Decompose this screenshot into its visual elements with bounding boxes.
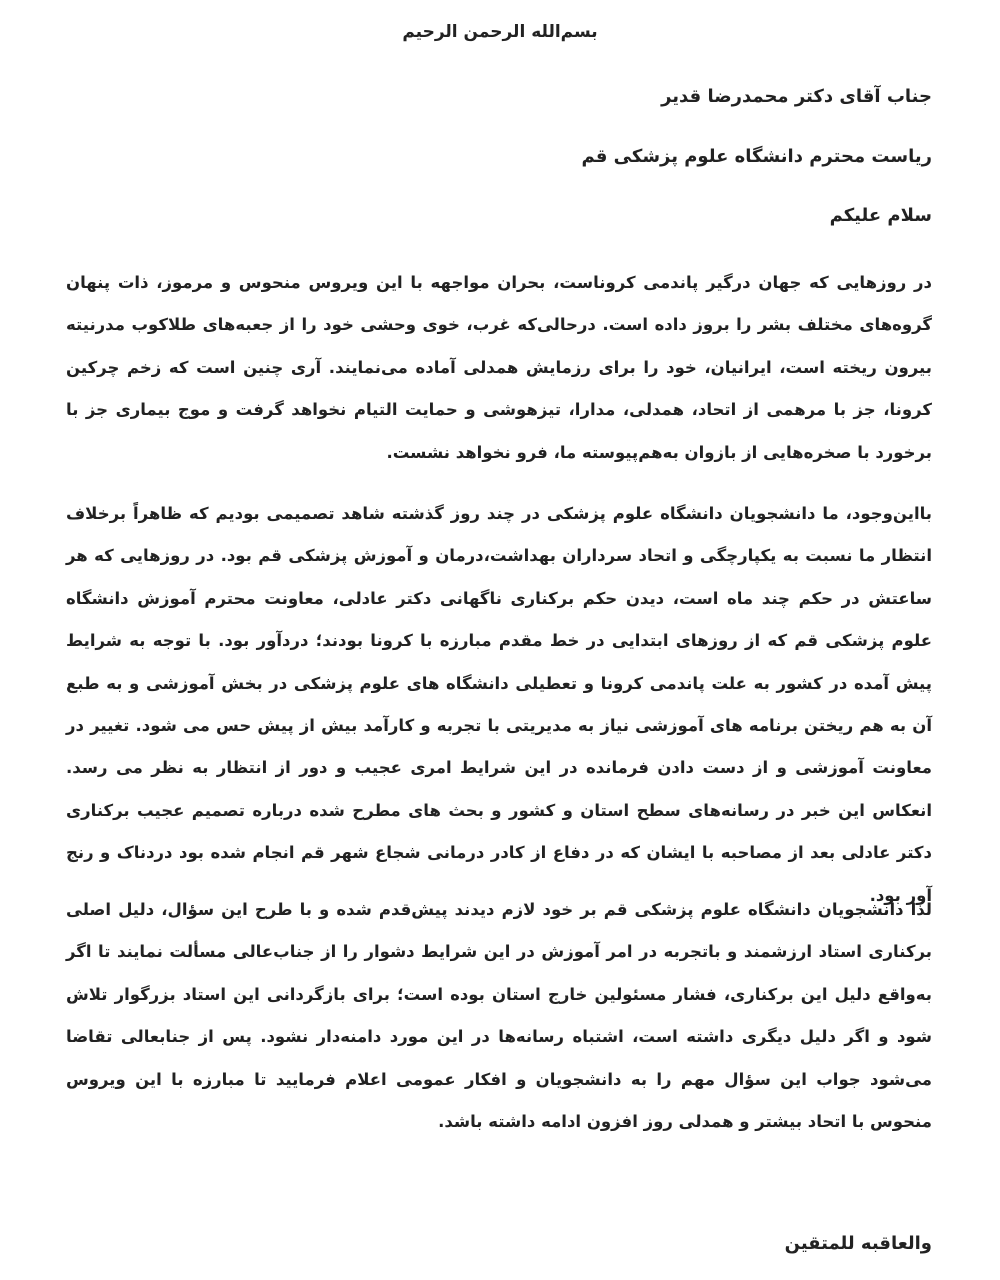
closing-line: والعاقبه للمتقین <box>784 1233 932 1254</box>
addressee-line: جناب آقای دکتر محمدرضا قدیر <box>661 86 932 107</box>
paragraph-2: بااین‌وجود، ما دانشجویان دانشگاه علوم پزشکی در چند روز گذشته شاهد تصمیمی بودیم که ظاهراً برخلاف انتظار ما نسبت به یکپارچگی و اتحاد سرداران بهداشت،درمان و آموزش پزشکی قم بود. در روزهایی که هر ساعتش در حکم چند ماه است، دیدن حکم برکناری ناگهانی دکتر عادلی، معاونت محترم آموزش دانشگاه علوم پزشکی قم که از روزهای ابتدایی در خط مقدم مبارزه با کرونا بودند؛ دردآور بود. با توجه به شرایط پیش آمده در کشور به علت پاندمی کرونا و تعطیلی دانشگاه های علوم پزشکی در بخش آموزشی و به طبع آن به هم ریختن برنامه های آموزشی نیاز به مدیریتی با تجربه و کارآمد بیش از پیش حس می شود. تغییر در معاونت آموزشی و از دست دادن فرمانده در این شرایط امری عجیب و دور از انتظار به نظر می رسد. انعکاس این خبر در رسانه‌های سطح استان و کشور و بحث های مطرح شده درباره تصمیم عجیب برکناری دکتر عادلی بعد از مصاحبه با ایشان که در دفاع از کادر درمانی شجاع شهر قم انجام شده بود دردناک و رنج آور بود. <box>66 504 932 905</box>
paragraph-3: لذا دانشجویان دانشگاه علوم پزشکی قم بر خود لازم دیدند پیش‌قدم شده و با طرح این سؤال، دلیل اصلی برکناری استاد ارزشمند و باتجربه در امر آموزش در این شرایط دشوار را از جناب‌عالی مسألت نمایند تا اگر به‌واقع دلیل این برکناری، فشار مسئولین خارج استان بوده است؛ برای بازگردانی این استاد بزرگوار تلاش شود و اگر دلیل دیگری داشته است، اشتباه رسانه‌ها در این مورد دامنه‌دار نشود. پس از جنابعالی تقاضا می‌شود جواب این سؤال مهم را به دانشجویان و افکار عمومی اعلام فرمایید تا مبارزه با این ویروس منحوس با اتحاد بیشتر و همدلی روز افزون ادامه داشته باشد. <box>66 900 932 1132</box>
addressee-title: ریاست محترم دانشگاه علوم پزشکی قم <box>581 146 932 167</box>
paragraph-1: در روزهایی که جهان درگیر پاندمی کروناست، بحران مواجهه با این ویروس منحوس و مرموز، ذات پنهان گروه‌های مختلف بشر را بروز داده است. درحالی‌که غرب، خوی وحشی خود را از جعبه‌های طلاکوب مدرنیته بیرون ریخته است، ایرانیان، خود را برای رزمایش همدلی آماده می‌نمایند. آری چنین است که زخم چرکین کرونا، جز با مرهمی از اتحاد، همدلی، مدارا، تیزهوشی و حمایت التیام نخواهد گرفت و موج بیماری جز با برخورد با صخره‌هایی از بازوان به‌هم‌پیوسته ما، فرو نخواهد نشست. <box>66 273 932 462</box>
bismillah-heading: بسم‌الله الرحمن الرحیم <box>402 22 598 42</box>
greeting: سلام علیکم <box>829 205 932 226</box>
